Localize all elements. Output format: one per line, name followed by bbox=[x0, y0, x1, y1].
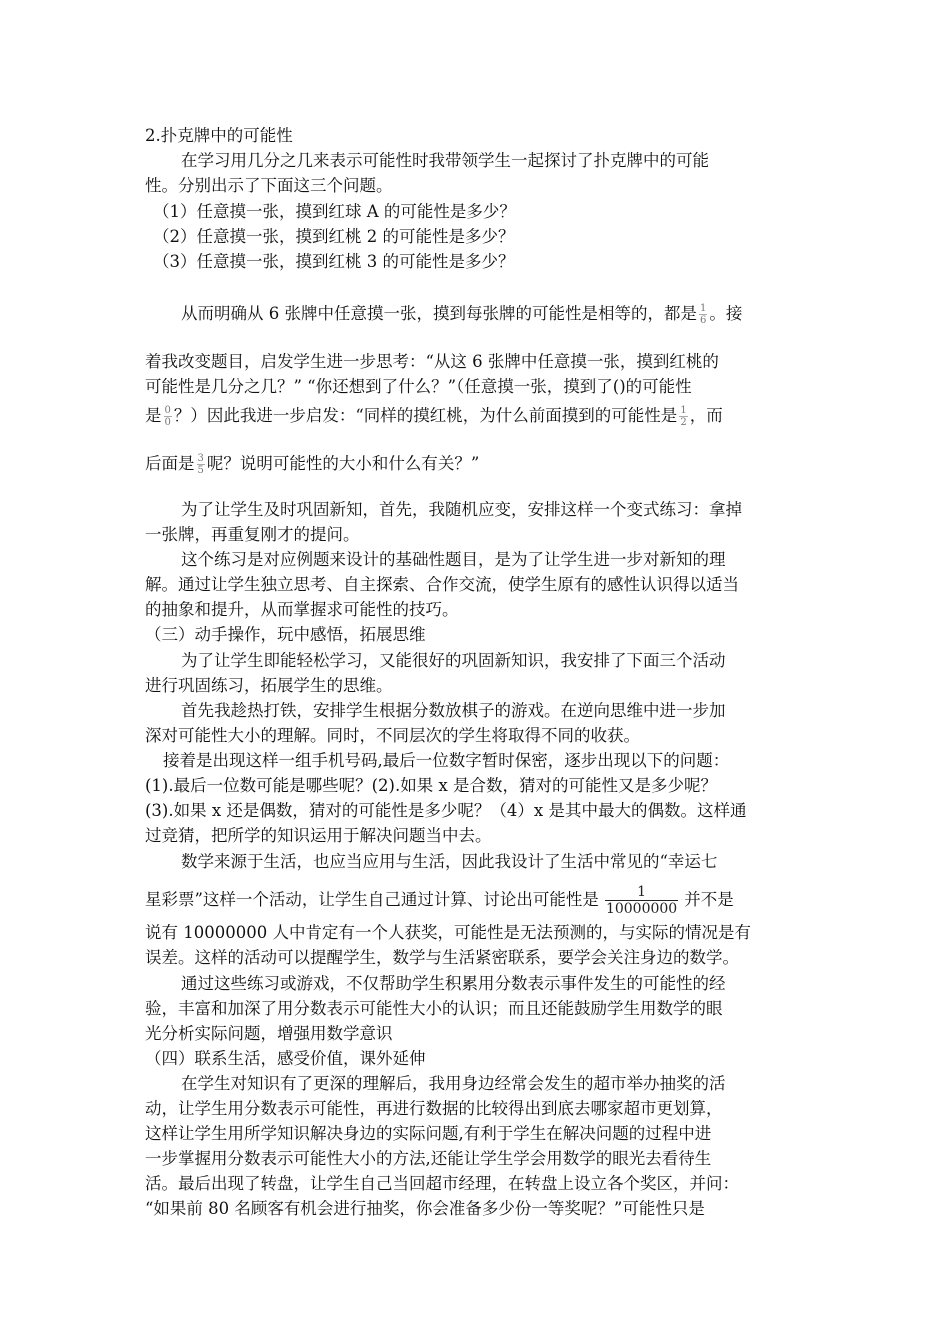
intro-line-1: 在学习用几分之几来表示可能性时我带领学生一起探讨了扑克牌中的可能 bbox=[181, 151, 709, 170]
para6-line-2: 深对可能性大小的理解。同时，不同层次的学生将取得不同的收获。 bbox=[145, 726, 640, 745]
para2-line-1-end: 。接 bbox=[709, 304, 743, 323]
fraction-lottery: $\frac{1}{10000000}$ bbox=[605, 884, 678, 917]
para2-line-3: 可能性是几分之几？” “你还想到了什么？”（任意摸一张，摸到了()的可能性 bbox=[145, 377, 692, 396]
para2-line-2: 着我改变题目，启发学生进一步思考：“从这 6 张牌中任意摸一张，摸到红桃的 bbox=[145, 352, 719, 371]
section-four-heading: （四）联系生活，感受价值，课外延伸 bbox=[145, 1049, 426, 1068]
section-heading: 2.扑克牌中的可能性 bbox=[145, 126, 293, 145]
fraction-three-fifths: $\frac{3}{5}$ bbox=[197, 453, 204, 476]
para5-line-2: 进行巩固练习，拓展学生的思维。 bbox=[145, 676, 393, 695]
para7-line-3: (3).如果 x 还是偶数，猜对的可能性是多少呢？（4）x 是其中最大的偶数。这样通 bbox=[145, 801, 747, 820]
para2-line-1 bbox=[181, 302, 742, 326]
para7-line-1: 接着是出现这样一组手机号码,最后一位数字暂时保密，逐步出现以下的问题： bbox=[163, 751, 730, 770]
para7-line-4: 过竞猜，把所学的知识运用于解决问题当中去。 bbox=[145, 826, 492, 845]
fraction-one-half: $\frac{1}{2}$ bbox=[680, 405, 687, 428]
para6-line-1: 首先我趁热打铁，安排学生根据分数放棋子的游戏。在逆向思维中进一步加 bbox=[181, 701, 726, 720]
para7-line-2: (1).最后一位数可能是哪些呢？(2).如果 x 是合数，猜对的可能性又是多少呢？ bbox=[145, 776, 718, 795]
para10-line-6: “如果前 80 名顾客有机会进行抽奖，你会准备多少份一等奖呢？”可能性只是 bbox=[145, 1199, 705, 1218]
para10-line-2: 动，让学生用分数表示可能性，再进行数据的比较得出到底去哪家超市更划算， bbox=[145, 1099, 723, 1118]
para2-line-4: 是 $\frac{0}{0}$ ？）因此我进一步启发：“同样的摸红桃，为什么前面摸到的可能性是 $\frac{1}{2}$ ，而 bbox=[145, 405, 723, 428]
question-1: （1）任意摸一张，摸到红球 A 的可能性是多少？ bbox=[153, 202, 516, 221]
para8-line-1: 数学来源于生活，也应当应用与生活，因此我设计了生活中常见的“幸运七 bbox=[181, 852, 718, 871]
para4-line-1: 这个练习是对应例题来设计的基础性题目，是为了让学生进一步对新知的理 bbox=[181, 550, 726, 569]
question-2: （2）任意摸一张，摸到红桃 2 的可能性是多少？ bbox=[153, 227, 515, 246]
para9-line-2: 验，丰富和加深了用分数表示可能性大小的认识；而且还能鼓励学生用数学的眼 bbox=[145, 999, 723, 1018]
para4-line-2: 解。通过让学生独立思考、自主探索、合作交流，使学生原有的感性认识得以适当 bbox=[145, 575, 739, 594]
para8-line-4: 误差。这样的活动可以提醒学生，数学与生活紧密联系，要学会关注身边的数学。 bbox=[145, 948, 739, 967]
para8-line-2: 星彩票”这样一个活动，让学生自己通过计算、讨论出可能性是 $\frac{1}{10000000}$ 并不是 bbox=[145, 884, 734, 917]
fraction-one-sixth: $\frac{1}{6}$ bbox=[700, 303, 707, 326]
para3-line-1: 为了让学生及时巩固新知，首先，我随机应变，安排这样一个变式练习：拿掉 bbox=[181, 500, 742, 519]
section-three-heading: （三）动手操作，玩中感悟，拓展思维 bbox=[145, 625, 426, 644]
para9-line-1: 通过这些练习或游戏，不仅帮助学生积累用分数表示事件发生的可能性的经 bbox=[181, 974, 726, 993]
para10-line-1: 在学生对知识有了更深的理解后，我用身边经常会发生的超市举办抽奖的活 bbox=[181, 1074, 726, 1093]
fraction-zero-zero: $\frac{0}{0}$ bbox=[164, 405, 171, 428]
para10-line-5: 活。最后出现了转盘，让学生自己当回超市经理，在转盘上设立各个奖区，并问： bbox=[145, 1174, 739, 1193]
para10-line-3: 这样让学生用所学知识解决身边的实际问题,有利于学生在解决问题的过程中进 bbox=[145, 1124, 712, 1143]
para8-line-3: 说有 10000000 人中肯定有一个人获奖，可能性是无法预测的，与实际的情况是有 bbox=[145, 923, 751, 942]
para2-line-1-text: 从而明确从 6 张牌中任意摸一张，摸到每张牌的可能性是相等的，都是 bbox=[181, 304, 697, 323]
para9-line-3: 光分析实际问题，增强用数学意识 bbox=[145, 1024, 393, 1043]
para5-line-1: 为了让学生即能轻松学习，又能很好的巩固新知识，我安排了下面三个活动 bbox=[181, 651, 726, 670]
para3-line-2: 一张牌，再重复刚才的提问。 bbox=[145, 525, 360, 544]
question-3: （3）任意摸一张，摸到红桃 3 的可能性是多少？ bbox=[153, 252, 515, 271]
para2-line-5: 后面是 $\frac{3}{5}$ 呢？说明可能性的大小和什么有关？” bbox=[145, 453, 480, 476]
para4-line-3: 的抽象和提升，从而掌握求可能性的技巧。 bbox=[145, 600, 459, 619]
para10-line-4: 一步掌握用分数表示可能性大小的方法,还能让学生学会用数学的眼光去看待生 bbox=[145, 1149, 712, 1168]
intro-line-2: 性。分别出示了下面这三个问题。 bbox=[145, 176, 393, 195]
